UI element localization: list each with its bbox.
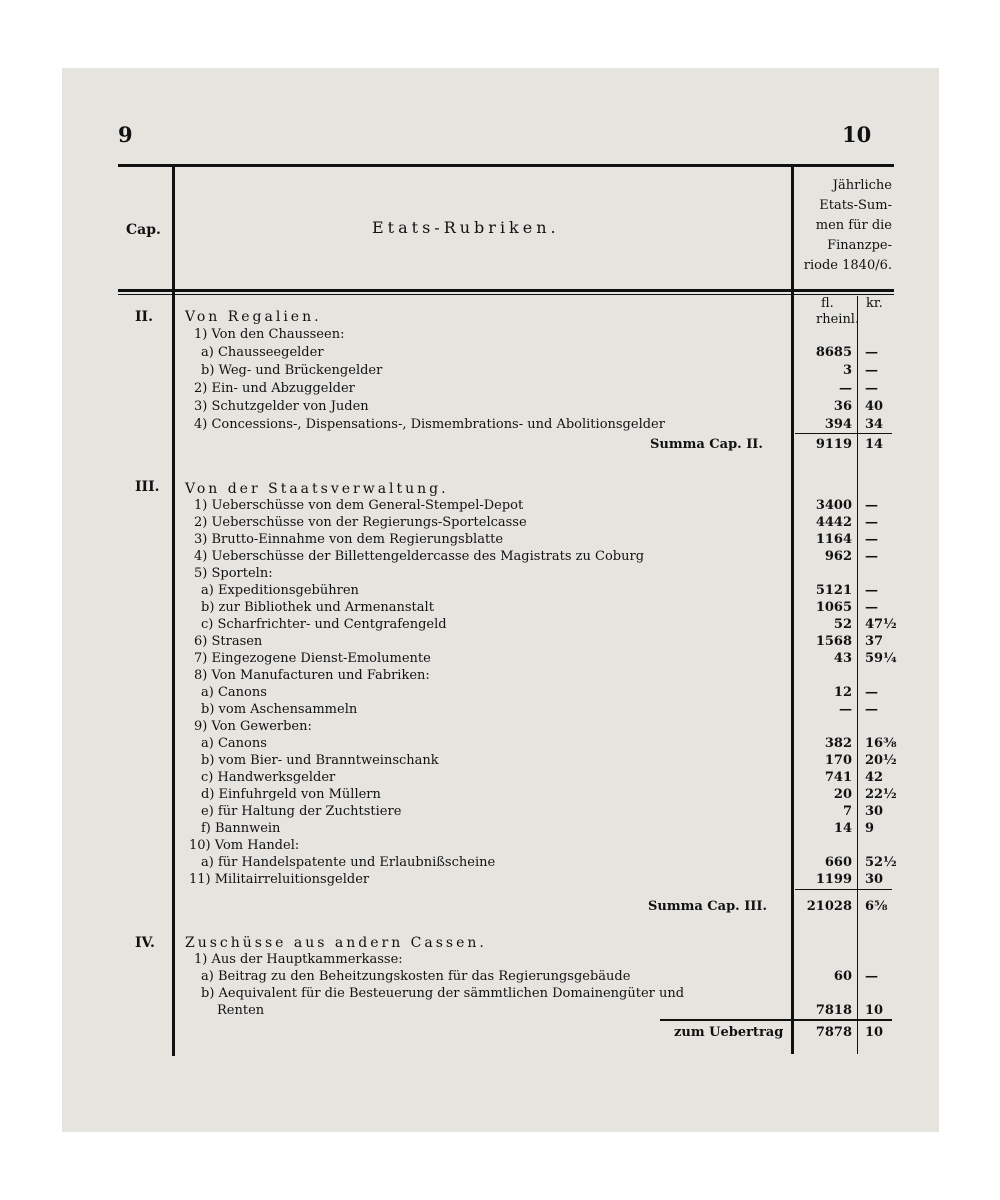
row-label: d) Einfuhrgeld von Müllern: [201, 787, 381, 802]
section-title-row: [0, 934, 1000, 952]
amount-kr: —: [865, 685, 878, 700]
row-label: 4) Concessions-, Dispensations-, Dismembrations- und Abolitionsgelder: [194, 417, 665, 432]
amount-kr: —: [865, 498, 878, 513]
row-label: b) Aequivalent für die Besteuerung der sämmtlichen Domainengüter und: [201, 986, 685, 1001]
amount-fl: 12: [833, 685, 852, 700]
row-label: 4) Ueberschüsse der Billettengeldercasse des Magistrats zu Coburg: [194, 549, 645, 564]
table-row: [0, 786, 1000, 804]
header-cap: Cap.: [126, 222, 161, 238]
header-rule: [118, 289, 894, 292]
amount-kr: —: [865, 345, 878, 360]
table-row: [0, 650, 1000, 668]
row-label: 9) Von Gewerben:: [194, 719, 312, 734]
table-row: [0, 398, 1000, 416]
amount-kr: —: [865, 515, 878, 530]
table-row: [0, 416, 1000, 434]
summa-kr: 14: [865, 437, 884, 452]
table-row: [0, 985, 1000, 1003]
header-sum-line: men für die: [815, 218, 892, 233]
header-sum-line: Finanzpe-: [827, 238, 892, 253]
table-row: [0, 854, 1000, 872]
table-row: [0, 752, 1000, 770]
summa-label: Summa Cap. II.: [650, 437, 763, 452]
section-title: Von Regalien.: [185, 309, 322, 325]
amount-kr: 10: [865, 1003, 884, 1018]
table-row: [0, 769, 1000, 787]
row-label: b) zur Bibliothek und Armenanstalt: [201, 600, 434, 615]
amount-fl: 36: [833, 399, 852, 414]
row-label: a) Canons: [201, 685, 267, 700]
amount-kr: 30: [865, 804, 884, 819]
row-label: 2) Ein- und Abzuggelder: [194, 381, 355, 396]
amount-fl: 3400: [815, 498, 852, 513]
summa-fl: 21028: [806, 899, 852, 914]
cap-number: III.: [135, 479, 160, 495]
cap-number: II.: [135, 309, 153, 325]
table-row: [0, 362, 1000, 380]
summa-kr: 10: [865, 1025, 884, 1040]
page-number-left: 9: [118, 122, 133, 147]
amount-kr: —: [865, 969, 878, 984]
amount-fl: 660: [824, 855, 852, 870]
unit-kr: kr.: [866, 296, 883, 311]
amount-kr: 16⅜: [865, 736, 897, 751]
row-label: 6) Strasen: [194, 634, 263, 649]
table-row: [0, 633, 1000, 651]
table-row: [0, 684, 1000, 702]
table-row: [0, 803, 1000, 821]
row-label: c) Scharfrichter- und Centgrafengeld: [201, 617, 447, 632]
cap-number: IV.: [135, 935, 155, 951]
row-label: a) Chausseegelder: [201, 345, 324, 360]
table-row: [0, 871, 1000, 889]
table-row: [0, 565, 1000, 583]
amount-fl: 14: [833, 821, 852, 836]
table-row: [0, 820, 1000, 838]
section-title-row: [0, 480, 1000, 498]
amount-fl: 741: [824, 770, 852, 785]
amount-kr: 52½: [865, 855, 897, 870]
row-label: b) Weg- und Brückengelder: [201, 363, 383, 378]
summa-label: zum Uebertrag: [674, 1025, 784, 1040]
table-row: [0, 531, 1000, 549]
amount-fl: —: [839, 381, 852, 396]
header-sum-line: Jährliche: [832, 178, 892, 193]
amount-fl: 52: [833, 617, 852, 632]
amount-kr: 22½: [865, 787, 897, 802]
table-row: [0, 599, 1000, 617]
row-label: c) Handwerksgelder: [201, 770, 336, 785]
amount-kr: 30: [865, 872, 884, 887]
row-label: 3) Brutto-Einnahme von dem Regierungsblatte: [194, 532, 504, 547]
amount-kr: —: [865, 583, 878, 598]
header-sum-line: riode 1840/6.: [803, 258, 892, 273]
top-rule: [118, 164, 894, 167]
amount-fl: 5121: [815, 583, 852, 598]
amount-fl: 60: [833, 969, 852, 984]
amount-kr: —: [865, 381, 878, 396]
amount-fl: 4442: [815, 515, 852, 530]
amount-fl: 170: [824, 753, 852, 768]
amount-fl: 7: [842, 804, 852, 819]
row-label: Renten: [217, 1003, 265, 1018]
amount-kr: 20½: [865, 753, 897, 768]
summa-fl: 7878: [815, 1025, 852, 1040]
row-label: a) Canons: [201, 736, 267, 751]
table-row: [0, 380, 1000, 398]
sum-rule: [795, 889, 892, 890]
amount-fl: 8685: [815, 345, 852, 360]
amount-fl: 382: [824, 736, 852, 751]
row-label: b) vom Bier- und Branntweinschank: [201, 753, 439, 768]
summa-row: [0, 898, 1000, 916]
row-label: 7) Eingezogene Dienst-Emolumente: [194, 651, 431, 666]
row-label: a) für Handelspatente und Erlaubnißscheine: [201, 855, 496, 870]
table-row: [0, 718, 1000, 736]
amount-kr: 59¼: [865, 651, 897, 666]
section-title-row: [0, 308, 1000, 326]
amount-kr: —: [865, 363, 878, 378]
amount-fl: 20: [833, 787, 852, 802]
section-title: Von der Staatsverwaltung.: [185, 481, 449, 497]
row-label: 1) Ueberschüsse von dem General-Stempel-Depot: [194, 498, 524, 513]
header-etats-rubriken: Etats-Rubriken.: [372, 218, 560, 237]
amount-kr: —: [865, 702, 878, 717]
amount-kr: —: [865, 532, 878, 547]
unit-fl: fl.: [821, 296, 834, 311]
amount-fl: 1164: [815, 532, 852, 547]
table-row: [0, 548, 1000, 566]
table-row: [0, 951, 1000, 969]
amount-kr: 9: [865, 821, 875, 836]
amount-fl: —: [839, 702, 852, 717]
header-sum-column: [794, 176, 892, 276]
summa-row: [0, 436, 1000, 454]
amount-kr: 42: [865, 770, 884, 785]
row-label: 5) Sporteln:: [194, 566, 273, 581]
table-row: [0, 582, 1000, 600]
amount-fl: 394: [824, 417, 852, 432]
table-row: [0, 326, 1000, 344]
row-label: 8) Von Manufacturen und Fabriken:: [194, 668, 430, 683]
table-row: [0, 616, 1000, 634]
row-label: 3) Schutzgelder von Juden: [194, 399, 369, 414]
header-rule-thin: [118, 294, 894, 295]
table-row: [0, 735, 1000, 753]
table-row: [0, 497, 1000, 515]
summa-fl: 9119: [815, 437, 852, 452]
table-row: [0, 1002, 1000, 1020]
row-label: a) Beitrag zu den Beheitzungskosten für das Regierungsgebäude: [201, 969, 631, 984]
header-sum-line: Etats-Sum-: [819, 198, 892, 213]
row-label: 1) Von den Chausseen:: [194, 327, 345, 342]
row-label: a) Expeditionsgebühren: [201, 583, 359, 598]
amount-fl: 962: [824, 549, 852, 564]
table-row: [0, 968, 1000, 986]
table-row: [0, 667, 1000, 685]
amount-fl: 43: [833, 651, 852, 666]
table-row: [0, 837, 1000, 855]
summa-kr: 6⅝: [865, 899, 888, 914]
section-title: Zuschüsse aus andern Cassen.: [185, 935, 487, 951]
row-label: 2) Ueberschüsse von der Regierungs-Sportelcasse: [194, 515, 527, 530]
sum-rule: [795, 433, 892, 434]
row-label: 1) Aus der Hauptkammerkasse:: [194, 952, 403, 967]
amount-fl: 3: [842, 363, 852, 378]
page-number-right: 10: [842, 122, 872, 147]
table-row: [0, 701, 1000, 719]
amount-fl: 1568: [815, 634, 852, 649]
amount-kr: —: [865, 549, 878, 564]
row-label: 10) Vom Handel:: [189, 838, 300, 853]
amount-fl: 1065: [815, 600, 852, 615]
summa-label: Summa Cap. III.: [648, 899, 767, 914]
row-label: f) Bannwein: [201, 821, 281, 836]
table-row: [0, 344, 1000, 362]
unit-rheinl: rheinl.: [816, 312, 860, 327]
amount-fl: 1199: [815, 872, 852, 887]
row-label: b) vom Aschensammeln: [201, 702, 358, 717]
row-label: 11) Militairreluitionsgelder: [189, 872, 370, 887]
row-label: e) für Haltung der Zuchtstiere: [201, 804, 402, 819]
amount-fl: 7818: [815, 1003, 852, 1018]
amount-kr: 37: [865, 634, 884, 649]
sum-rule: [660, 1019, 892, 1021]
table-row: [0, 514, 1000, 532]
amount-kr: 47½: [865, 617, 897, 632]
summa-row: [0, 1024, 1000, 1042]
amount-kr: —: [865, 600, 878, 615]
amount-kr: 34: [865, 417, 884, 432]
amount-kr: 40: [865, 399, 884, 414]
